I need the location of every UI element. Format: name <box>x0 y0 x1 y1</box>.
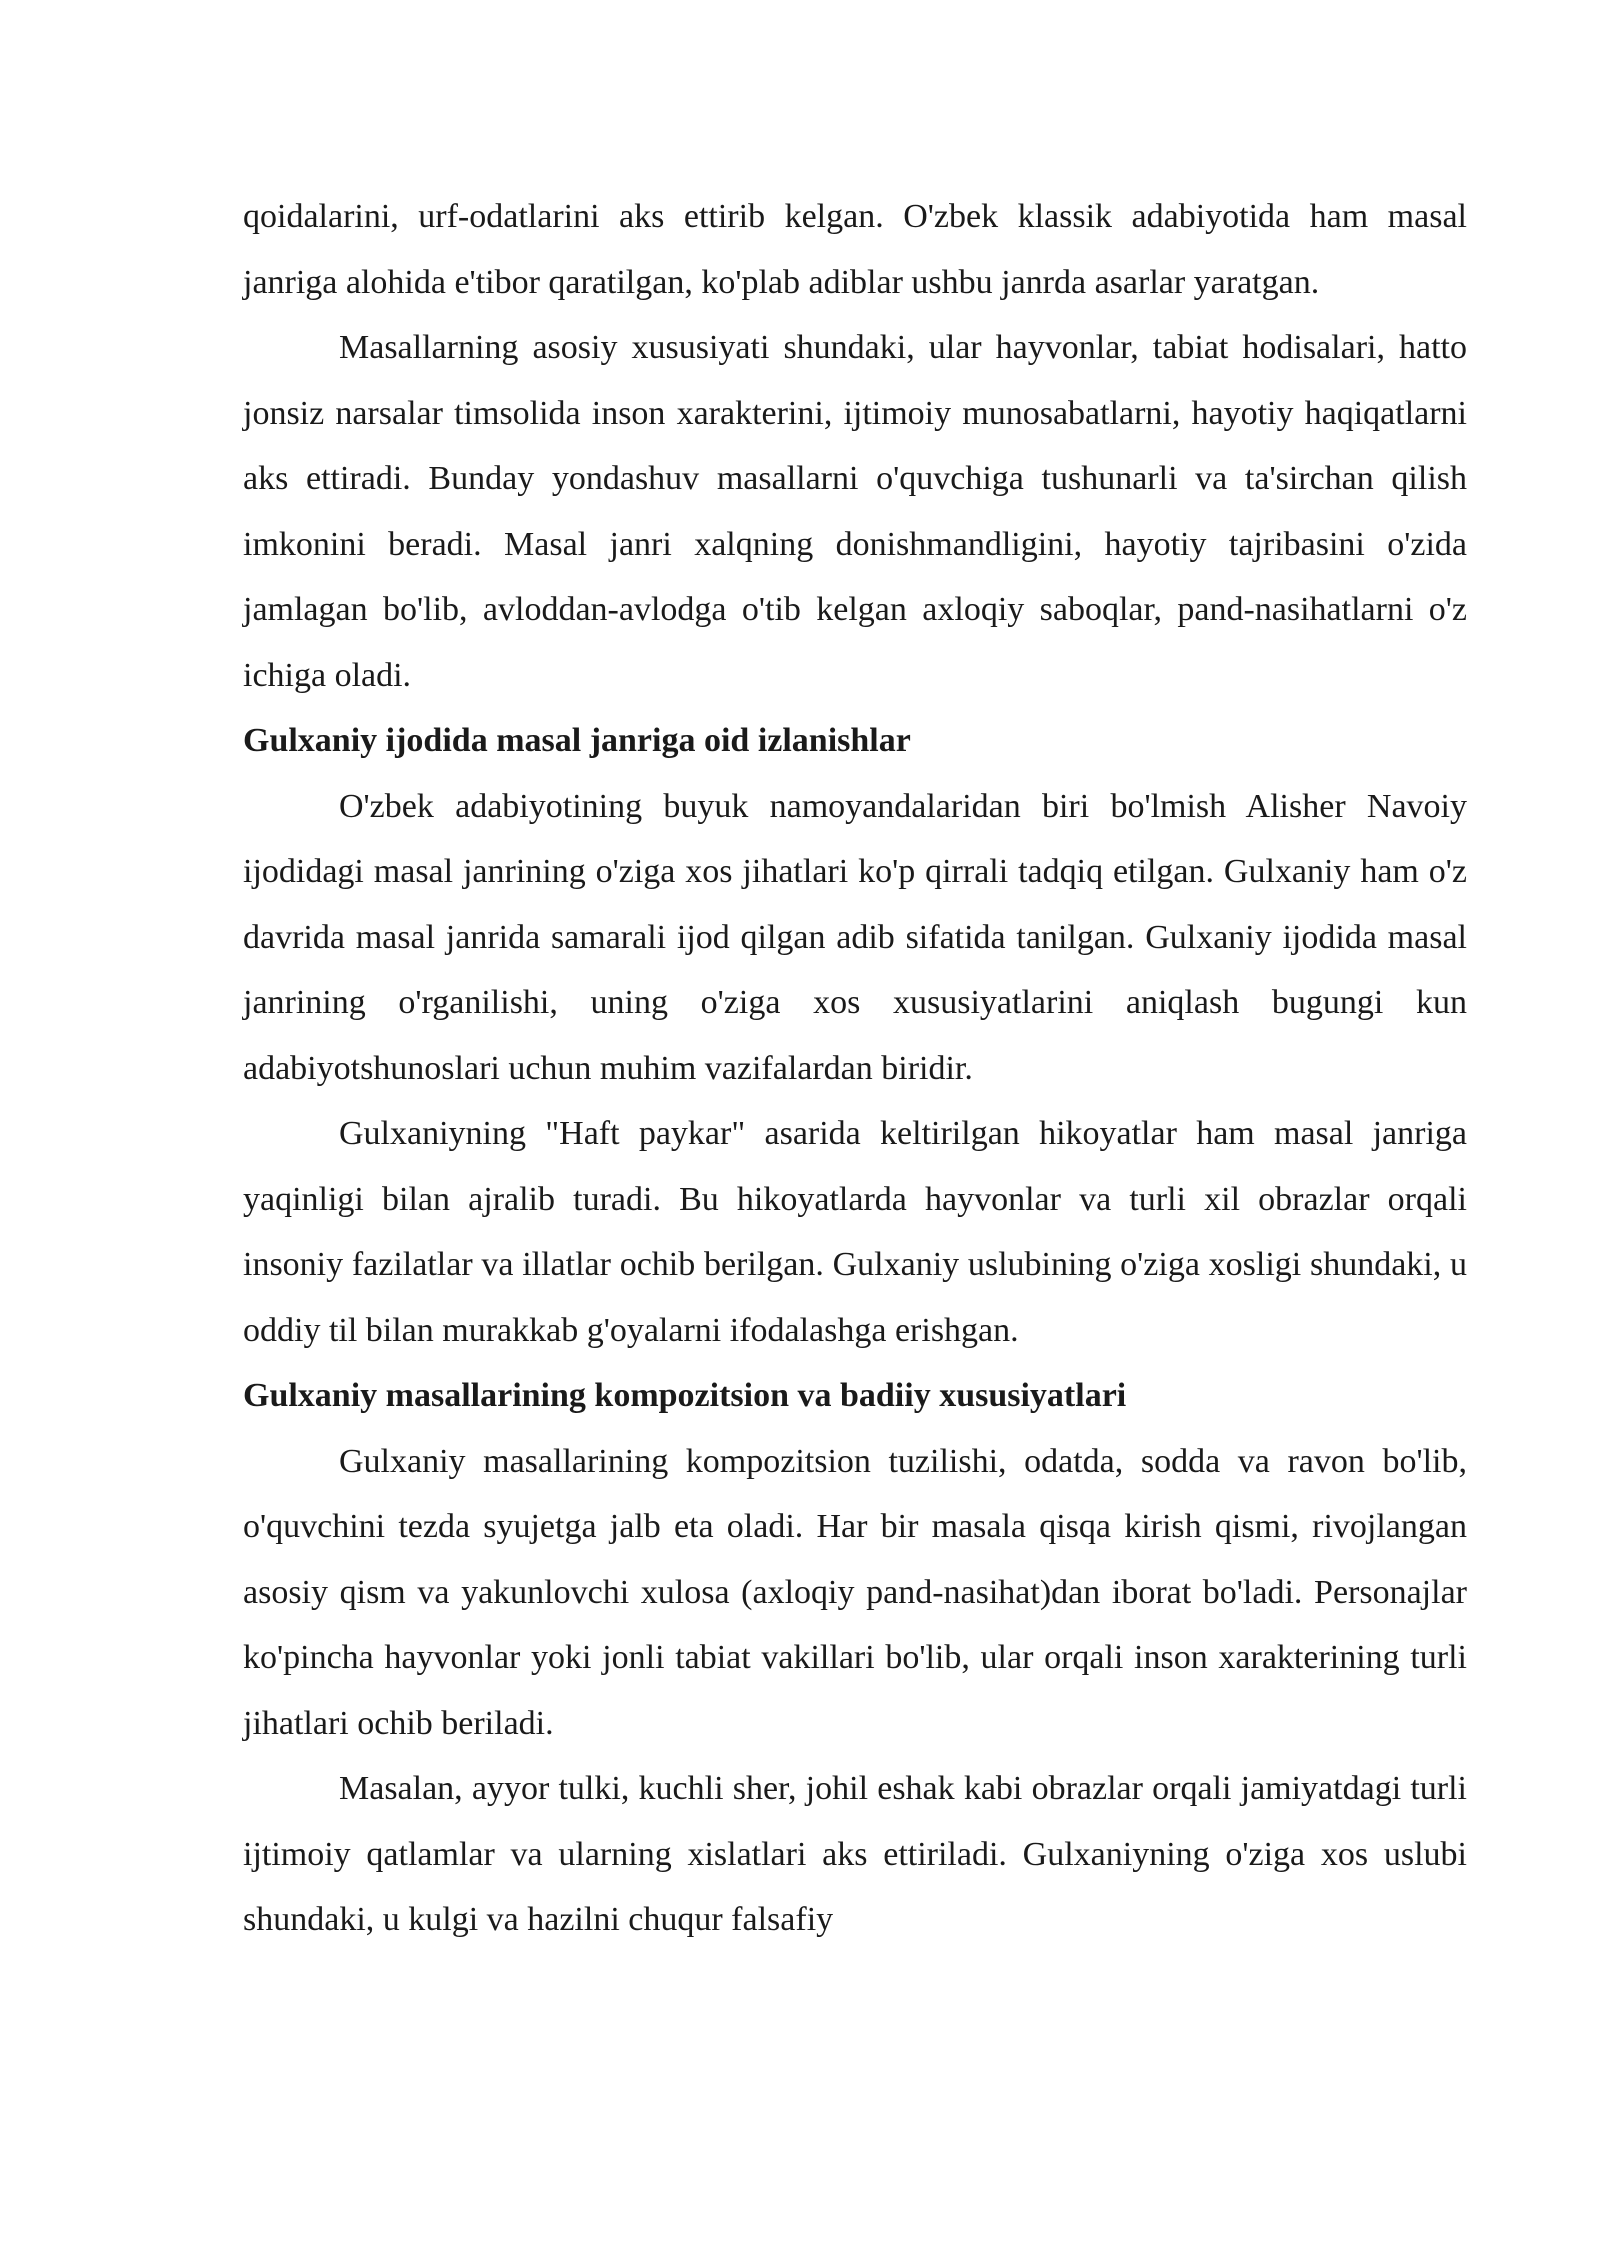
paragraph-continuation: qoidalarini, urf-odatlarini aks ettirib kelgan. O'zbek klassik adabiyotida ham masal janriga alohida e'tibor qaratilgan, ko'plab adiblar ushbu janrda asarlar yaratgan. <box>243 198 1467 301</box>
paragraph-composition: Gulxaniy masallarining kompozitsion tuzilishi, odatda, sodda va ravon bo'lib, o'quvchini tezda syujetga jalb eta oladi. Har bir masala qisqa kirish qismi, rivojlangan asosiy qism va yakunlovchi xulosa (axloqiy pand-nasihat)dan iborat bo'ladi. Personajlar ko'pincha hayvonlar yoki jonli tabiat vakillari bo'lib, ular orqali inson xarakterining turli jihatlari ochib beriladi. <box>243 1442 1467 1742</box>
paragraph-navoiy-gulxaniy: O'zbek adabiyotining buyuk namoyandalaridan biri bo'lmish Alisher Navoiy ijodidagi masal janrining o'ziga xos jihatlari ko'p qirrali tadqiq etilgan. Gulxaniy ham o'z davrida masal janrida samarali ijod qilgan adib sifatida tanilgan. Gulxaniy ijodida masal janrining o'rganilishi, uning o'ziga xos xususiyatlarini aniqlash bugungi kun adabiyotshunoslari uchun muhim vazifalardan biridir. <box>243 787 1467 1087</box>
paragraph-examples: Masalan, ayyor tulki, kuchli sher, johil eshak kabi obrazlar orqali jamiyatdagi turli ijtimoiy qatlamlar va ularning xislatlari aks ettiriladi. Gulxaniyning o'ziga xos uslubi shundaki, u kulgi va hazilni chuqur falsafiy <box>243 1770 1467 1938</box>
paragraph-haft-paykar: Gulxaniyning "Haft paykar" asarida keltirilgan hikoyatlar ham masal janriga yaqinligi bilan ajralib turadi. Bu hikoyatlarda hayvonlar va turli xil obrazlar orqali insoniy fazilatlar va illatlar ochib berilgan. Gulxaniy uslubining o'ziga xosligi shundaki, u oddiy til bilan murakkab g'oyalarni ifodalashga erishgan. <box>243 1115 1467 1349</box>
paragraph-masal-features: Masallarning asosiy xususiyati shundaki, ular hayvonlar, tabiat hodisalari, hatto jonsiz narsalar timsolida inson xarakterini, ijtimoiy munosabatlarni, hayotiy haqiqatlarni aks ettiradi. Bunday yondashuv masallarni o'quvchiga tushunarli va ta'sirchan qilish imkonini beradi. Masal janri xalqning donishmandligini, hayotiy tajribasini o'zida jamlagan bo'lib, avloddan-avlodga o'tib kelgan axloqiy saboqlar, pand-nasihatlarni o'z ichiga oladi. <box>243 329 1467 694</box>
document-page <box>243 184 1467 1953</box>
section-heading-composition: Gulxaniy masallarining kompozitsion va badiiy xususiyatlari <box>243 1377 1127 1414</box>
section-heading-gulxaniy-research: Gulxaniy ijodida masal janriga oid izlanishlar <box>243 722 911 759</box>
